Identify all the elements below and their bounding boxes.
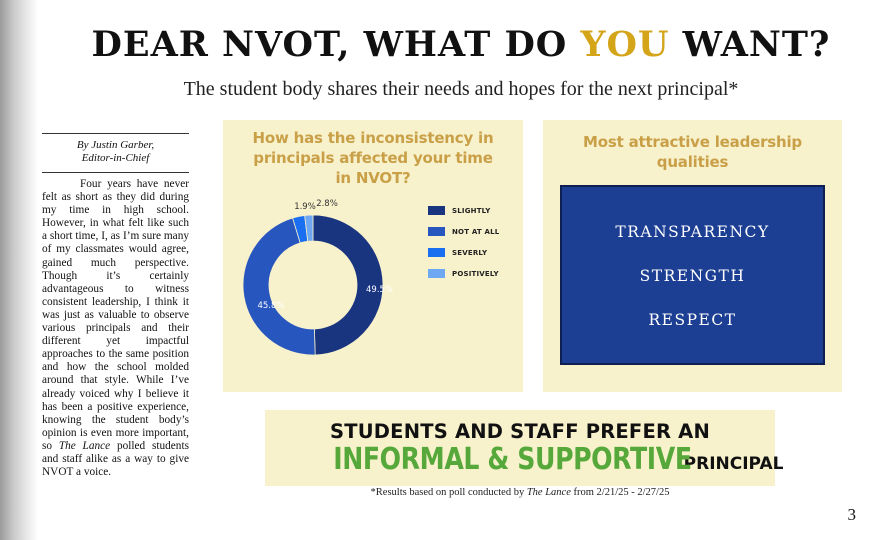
quality-item: RESPECT: [648, 311, 737, 329]
poll-panel: [223, 120, 523, 392]
banner-bottom-line: [265, 442, 784, 477]
poll-question: How has the inconsistency in principals affected your time in NVOT?: [252, 129, 494, 187]
byline-author: By Justin Garber,: [76, 139, 155, 151]
quality-item: STRENGTH: [639, 267, 746, 285]
headline-emphasis: YOU: [580, 24, 670, 65]
qualities-panel: [543, 120, 842, 392]
legend-item: [428, 221, 499, 242]
publication-name: The Lance: [58, 439, 111, 452]
legend-label: NOT AT ALL: [452, 227, 500, 236]
quality-item: TRANSPARENCY: [615, 223, 770, 241]
donut-value-label: 1.9%: [294, 202, 316, 212]
legend-item: [428, 242, 499, 263]
legend-label: POSITIVELY: [452, 269, 499, 278]
article-body: Four years have never felt as short as they did during my time in high school. However, in what felt like such a short time, I, as I’m sure many of my classmates would agree, gained much perspective. Though it’s certainly advantageous to witness consistent leadership, I think it was just as valuable to observe various principals and their different yet impactful approaches to the same position and how the school molded around that style. While I’ve already voiced why I believe it has been a positive experience, knowing the student body’s opinion is even more important, so The Lance polled students and staff alike as a way to give NVOT a voice.: [42, 178, 189, 479]
banner-tail: PRINCIPAL: [683, 454, 784, 474]
qualities-box: [560, 185, 825, 365]
donut-value-label: 45.8%: [257, 301, 285, 311]
legend-swatch: [428, 269, 445, 278]
byline: [42, 139, 189, 165]
chart-legend: [428, 200, 499, 284]
donut-value-label: 49.5%: [366, 285, 394, 295]
qualities-title: Most attractive leadership qualities: [583, 133, 802, 171]
legend-item: [428, 263, 499, 284]
headline: DEAR NVOT, WHAT DO YOU WANT?: [91, 24, 831, 65]
banner-emphasis: INFORMAL & SUPPORTIVE: [333, 442, 692, 477]
results-banner: [265, 410, 784, 486]
legend-swatch: [428, 248, 445, 257]
legend-swatch: [428, 206, 445, 215]
byline-rule-top: [42, 133, 189, 134]
banner-top-line: STUDENTS AND STAFF PREFER AN: [330, 420, 710, 443]
legend-label: SLIGHTLY: [452, 206, 491, 215]
page-spine-shadow: [0, 0, 38, 540]
donut-value-label: 2.8%: [316, 199, 338, 209]
byline-role: Editor-in-Chief: [81, 152, 150, 164]
page-number: 3: [847, 505, 856, 524]
legend-item: [428, 200, 499, 221]
footnote: *Results based on poll conducted by The Lance from 2/21/25 - 2/27/25: [370, 487, 670, 498]
subheadline: The student body shares their needs and hopes for the next principal*: [183, 78, 739, 100]
legend-label: SEVERLY: [452, 248, 488, 257]
legend-swatch: [428, 227, 445, 236]
footnote-publication: The Lance: [526, 487, 571, 498]
byline-rule-bottom: [42, 172, 189, 173]
